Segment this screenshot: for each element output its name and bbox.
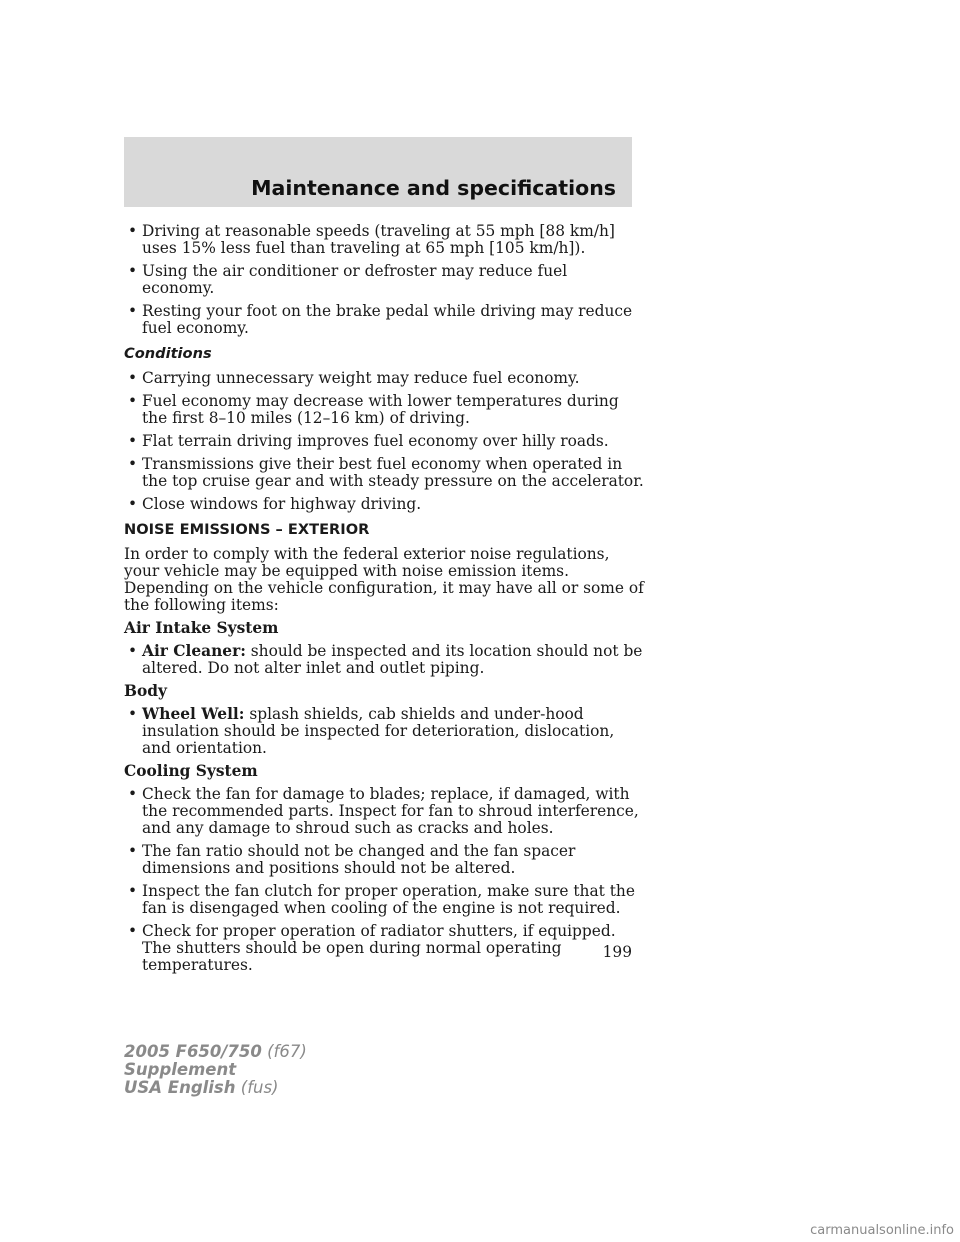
list-item-text: Carrying unnecessary weight may reduce fuel economy. [142, 369, 580, 387]
wheel-well-term: Wheel Well: [142, 705, 245, 723]
footer-language-line [124, 1079, 307, 1097]
bullet-icon: • [128, 785, 138, 803]
list-item [124, 263, 644, 297]
bullet-icon: • [128, 392, 138, 410]
list-item-text: Check for proper operation of radiator shutters, if equipped. The shutters should be open during normal operating temperatures. [142, 922, 616, 974]
list-item-text: Check the fan for damage to blades; replace, if damaged, with the recommended parts. Inspect for fan to shroud interference, and any damage to shroud such as cracks and holes. [142, 785, 639, 837]
list-item-text: Close windows for highway driving. [142, 495, 422, 513]
cooling-system-heading: Cooling System [124, 762, 258, 780]
list-item [124, 843, 644, 877]
list-item [124, 496, 644, 513]
edition-footer [124, 1043, 307, 1097]
watermark: carmanualsonline.info [810, 1223, 954, 1238]
footer-model-line [124, 1043, 307, 1061]
list-item-text: The fan ratio should not be changed and the fan spacer dimensions and positions should not be altered. [142, 842, 576, 877]
list-item-text: should be inspected and its location should not be altered. Do not alter inlet and outlet piping. [142, 642, 643, 677]
list-item [124, 706, 644, 757]
bullet-icon: • [128, 262, 138, 280]
bullet-icon: • [128, 222, 138, 240]
footer-supplement: Supplement [124, 1060, 237, 1079]
bullet-icon: • [128, 922, 138, 940]
footer-model: 2005 F650/750 [124, 1042, 262, 1061]
footer-language: USA English [124, 1078, 236, 1097]
list-item [124, 433, 644, 450]
list-item-text: Using the air conditioner or defroster may reduce fuel economy. [142, 262, 568, 297]
page-number: 199 [602, 943, 632, 961]
bullet-icon: • [128, 455, 138, 473]
list-item [124, 303, 644, 337]
bullet-icon: • [128, 842, 138, 860]
list-item-text: Inspect the fan clutch for proper operation, make sure that the fan is disengaged when cooling of the engine is not required. [142, 882, 635, 917]
bullet-icon: • [128, 302, 138, 320]
list-item-text: Resting your foot on the brake pedal while driving may reduce fuel economy. [142, 302, 633, 337]
list-item [124, 370, 644, 387]
list-item [124, 223, 644, 257]
bullet-icon: • [128, 495, 138, 513]
bullet-icon: • [128, 369, 138, 387]
list-item-text: Fuel economy may decrease with lower temperatures during the first 8–10 miles (12–16 km) of driving. [142, 392, 619, 427]
footer-language-code: (fus) [235, 1078, 279, 1097]
bullet-icon: • [128, 705, 138, 723]
list-item [124, 393, 644, 427]
list-item [124, 923, 644, 974]
section-header-band [124, 137, 632, 207]
list-item-text: Flat terrain driving improves fuel economy over hilly roads. [142, 432, 609, 450]
footer-model-code: (f67) [261, 1042, 307, 1061]
list-item [124, 786, 644, 837]
list-item [124, 643, 644, 677]
bullet-icon: • [128, 882, 138, 900]
list-item [124, 456, 644, 490]
list-item-text: Driving at reasonable speeds (traveling at 55 mph [88 km/h] uses 15% less fuel than traveling at 65 mph [105 km/h]). [142, 222, 615, 257]
list-item-text: splash shields, cab shields and under-hood insulation should be inspected for deterioration, dislocation, and orientation. [142, 705, 615, 757]
noise-emissions-heading: NOISE EMISSIONS – EXTERIOR [124, 521, 370, 538]
body-heading: Body [124, 682, 167, 700]
conditions-heading: Conditions [124, 345, 212, 362]
air-cleaner-term: Air Cleaner: [142, 642, 246, 660]
bullet-icon: • [128, 642, 138, 660]
page-content [124, 223, 644, 980]
list-item [124, 883, 644, 917]
list-item-text: Transmissions give their best fuel economy when operated in the top cruise gear and with steady pressure on the accelerator. [142, 455, 644, 490]
bullet-icon: • [128, 432, 138, 450]
air-intake-heading: Air Intake System [124, 619, 279, 637]
noise-intro-paragraph: In order to comply with the federal exterior noise regulations, your vehicle may be equipped with noise emission items. Depending on the vehicle configuration, it may have all or some of the following items: [124, 545, 644, 614]
section-title: Maintenance and specifications [251, 176, 616, 200]
